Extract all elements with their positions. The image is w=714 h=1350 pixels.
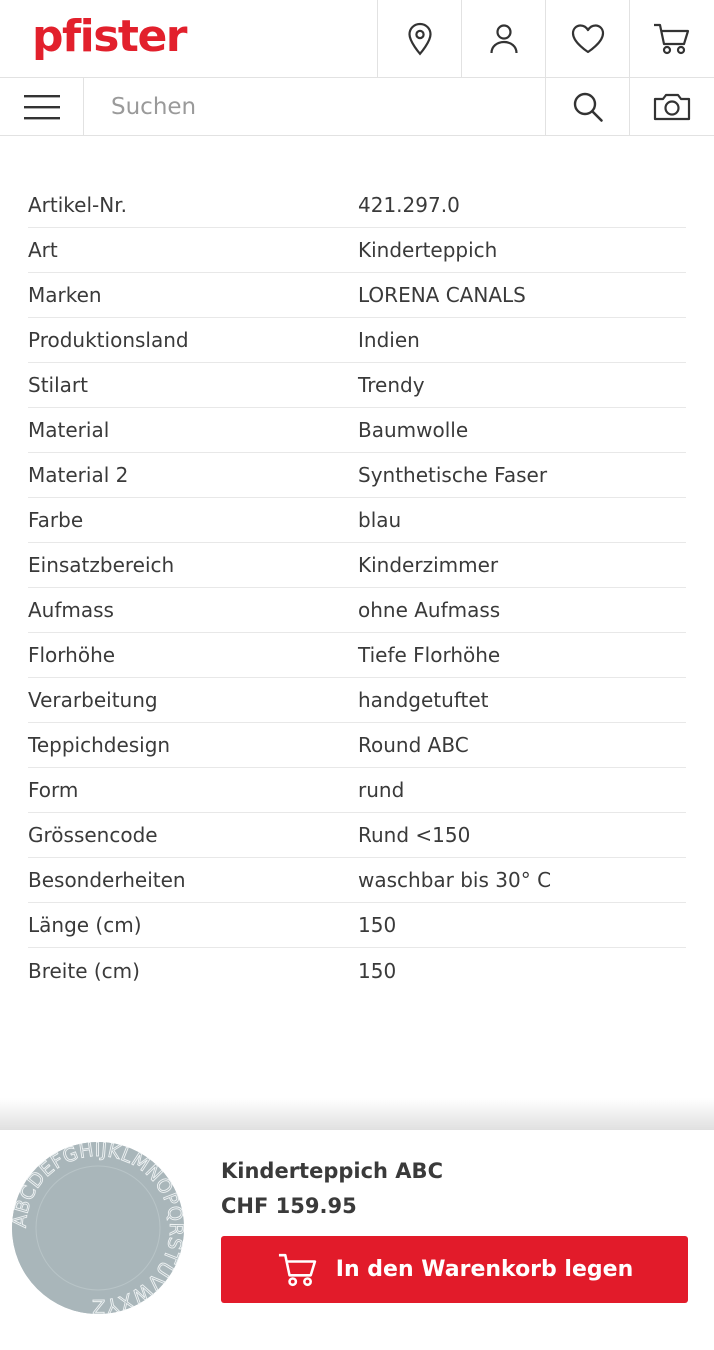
spec-row [28,633,686,678]
search-icon [572,91,604,123]
spec-value: Kinderzimmer [358,553,499,577]
search-input[interactable] [84,78,546,135]
user-icon [489,23,519,55]
heart-icon [570,23,606,55]
spec-value: Tiefe Florhöhe [358,643,501,667]
spec-row [28,543,686,588]
spec-row [28,948,686,993]
spec-row [28,408,686,453]
spec-row [28,363,686,408]
footer-shadow [0,1098,714,1132]
add-to-cart-button[interactable] [221,1236,688,1303]
spec-value: ohne Aufmass [358,598,501,622]
spec-value: Indien [358,328,420,352]
spec-key: Aufmass [28,598,114,622]
spec-key: Material 2 [28,463,129,487]
add-to-cart-label: In den Warenkorb legen [335,1257,634,1282]
cart-icon [276,1252,320,1288]
store-locator-button[interactable] [378,0,462,77]
wishlist-button[interactable] [546,0,630,77]
spec-row [28,678,686,723]
cart-icon [652,22,692,56]
rug-letters-image [12,1142,184,1314]
product-price: CHF 159.95 [221,1194,357,1218]
spec-value: handgetuftet [358,688,489,712]
spec-row [28,183,686,228]
spec-key: Stilart [28,373,88,397]
spec-key: Produktionsland [28,328,189,352]
svg-text:ABCDEFGHIJKLMNOPQRSTUVWXYZ: BCDEFGHIJKLMNOP TUVWXYZ [12,1142,184,1314]
spec-value: Rund <150 [358,823,471,847]
spec-key: Artikel-Nr. [28,193,127,217]
spec-value: rund [358,778,405,802]
spec-key: Verarbeitung [28,688,158,712]
spec-key: Länge (cm) [28,913,142,937]
spec-key: Grössencode [28,823,158,847]
spec-row [28,318,686,363]
spec-value: 150 [358,958,397,983]
menu-icon [24,93,60,121]
spec-key: Art [28,238,58,262]
spec-value: Round ABC [358,733,469,757]
spec-key: Besonderheiten [28,868,186,892]
spec-key: Farbe [28,508,84,532]
spec-value: Synthetische Faser [358,463,548,487]
spec-value: Kinderteppich [358,238,498,262]
logo-area[interactable] [0,0,378,77]
spec-value: 421.297.0 [358,193,460,217]
spec-value: Baumwolle [358,418,469,442]
spec-value: Trendy [358,373,425,397]
spec-row [28,498,686,543]
spec-row [28,273,686,318]
product-title: Kinderteppich ABC [221,1159,443,1183]
account-button[interactable] [462,0,546,77]
spec-value: 150 [358,913,397,937]
spec-key: Florhöhe [28,643,116,667]
spec-row [28,588,686,633]
spec-row [28,453,686,498]
search-bar [0,78,714,136]
sticky-cart-bar [0,1130,714,1350]
spec-row [28,228,686,273]
location-pin-icon [407,22,433,56]
menu-button[interactable] [0,78,84,135]
spec-row [28,813,686,858]
spec-key: Teppichdesign [28,733,171,757]
spec-row [28,768,686,813]
spec-key: Einsatzbereich [28,553,175,577]
spec-row [28,723,686,768]
spec-value: blau [358,508,402,532]
spec-key: Breite (cm) [28,958,140,983]
top-header [0,0,714,78]
spec-value: LORENA CANALS [358,283,526,307]
product-specs-table [28,183,686,993]
search-button[interactable] [546,78,630,135]
pfister-logo[interactable]: pfister [32,10,186,62]
spec-value: waschbar bis 30° C [358,868,552,892]
camera-icon [652,92,692,122]
product-thumbnail[interactable] [12,1142,184,1314]
spec-key: Material [28,418,110,442]
spec-key: Form [28,778,79,802]
spec-row [28,903,686,948]
spec-key: Marken [28,283,102,307]
spec-row [28,858,686,903]
cart-button[interactable] [630,0,714,77]
image-search-button[interactable] [630,78,714,135]
